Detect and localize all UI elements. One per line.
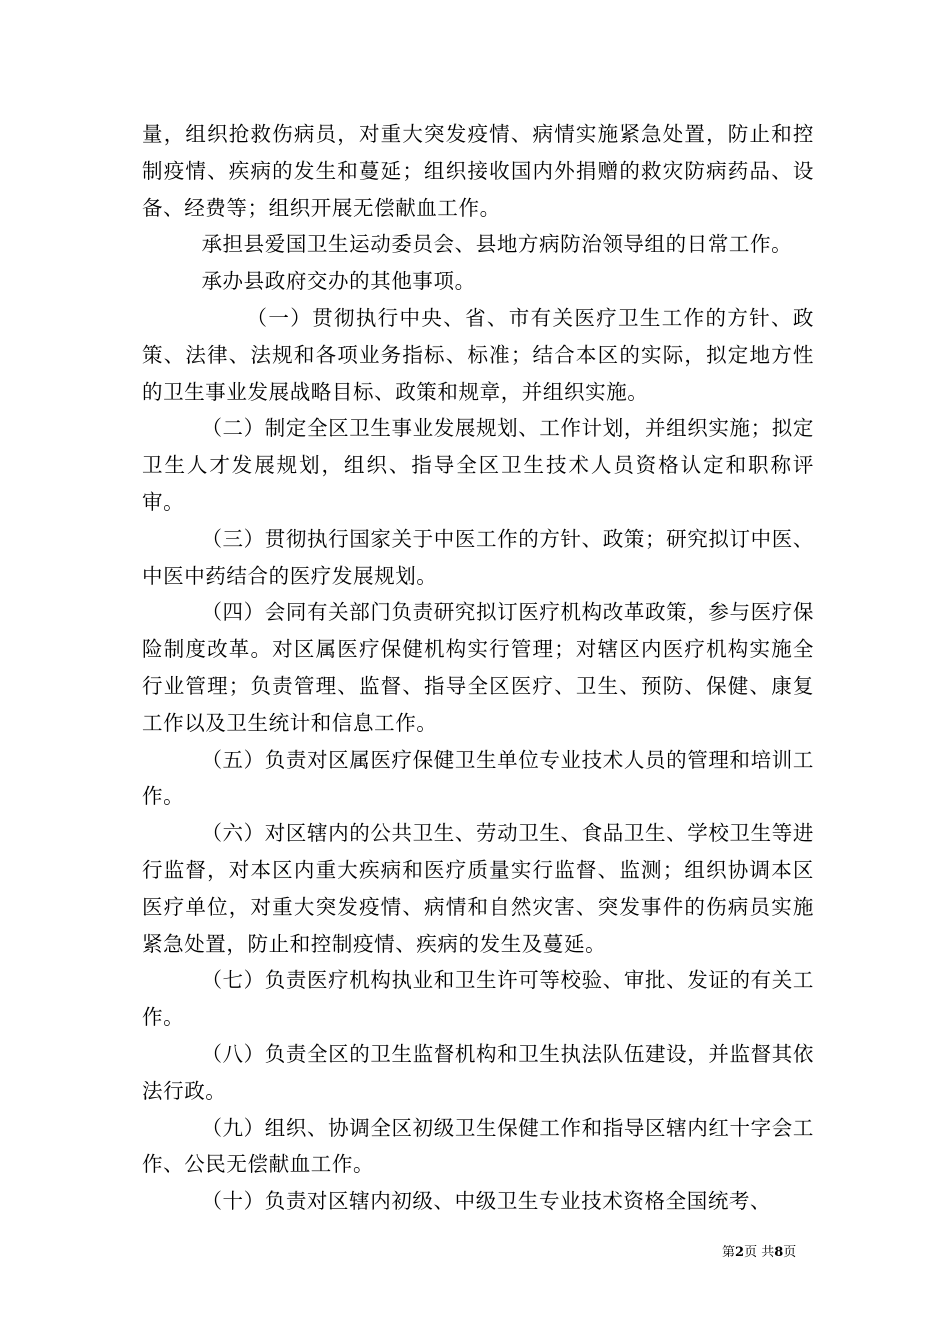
paragraph-item-8: （八）负责全区的卫生监督机构和卫生执法队伍建设，并监督其依法行政。 xyxy=(142,1041,814,1103)
paragraph-item-1: （一）贯彻执行中央、省、市有关医疗卫生工作的方针、政策、法律、法规和各项业务指标、标准；结合本区的实际，拟定地方性的卫生事业发展战略目标、政策和规章，并组织实施。 xyxy=(142,305,814,404)
paragraph-item-7: （七）负责医疗机构执业和卫生许可等校验、审批、发证的有关工作。 xyxy=(142,968,814,1030)
footer-suffix: 页 xyxy=(783,1245,797,1260)
paragraph-item-9: （九）组织、协调全区初级卫生保健工作和指导区辖内红十字会工作、公民无偿献血工作。 xyxy=(142,1115,814,1177)
footer-middle: 页 共 xyxy=(744,1245,775,1260)
paragraph-continuation: 量，组织抢救伤病员，对重大突发疫情、病情实施紧急处置，防止和控制疫情、疾病的发生和蔓延；组织接收国内外捐赠的救灾防病药品、设备、经费等；组织开展无偿献血工作。 xyxy=(142,122,814,220)
paragraph-item-5: （五）负责对区属医疗保健卫生单位专业技术人员的管理和培训工作。 xyxy=(142,747,814,809)
paragraph-item-6: （六）对区辖内的公共卫生、劳动卫生、食品卫生、学校卫生等进行监督，对本区内重大疾病和医疗质量实行监督、监测；组织协调本区医疗单位，对重大突发疫情、病情和自然灾害、突发事件的伤病员实施紧急处置，防止和控制疫情、疾病的发生及蔓延。 xyxy=(142,821,814,956)
document-body xyxy=(142,116,814,1220)
paragraph-patriotic-health: 承担县爱国卫生运动委员会、县地方病防治领导组的日常工作。 xyxy=(201,232,793,257)
current-page-number: 2 xyxy=(735,1245,745,1260)
total-pages-number: 8 xyxy=(774,1245,784,1260)
paragraph-item-4: （四）会同有关部门负责研究拟订医疗机构改革政策，参与医疗保险制度改革。对区属医疗保健机构实行管理；对辖区内医疗机构实施全行业管理；负责管理、监督、指导全区医疗、卫生、预防、保健、康复工作以及卫生统计和信息工作。 xyxy=(142,600,814,735)
paragraph-item-2: （二）制定全区卫生事业发展规划、工作计划，并组织实施；拟定卫生人才发展规划，组织、指导全区卫生技术人员资格认定和职称评审。 xyxy=(142,416,814,514)
paragraph-item-10: （十）负责对区辖内初级、中级卫生专业技术资格全国统考、 xyxy=(201,1189,772,1214)
paragraph-item-3: （三）贯彻执行国家关于中医工作的方针、政策；研究拟订中医、中医中药结合的医疗发展规划。 xyxy=(142,526,814,588)
footer-prefix: 第 xyxy=(722,1245,736,1260)
page-number-footer xyxy=(722,1245,796,1261)
paragraph-other-matters: 承办县政府交办的其他事项。 xyxy=(201,269,476,294)
